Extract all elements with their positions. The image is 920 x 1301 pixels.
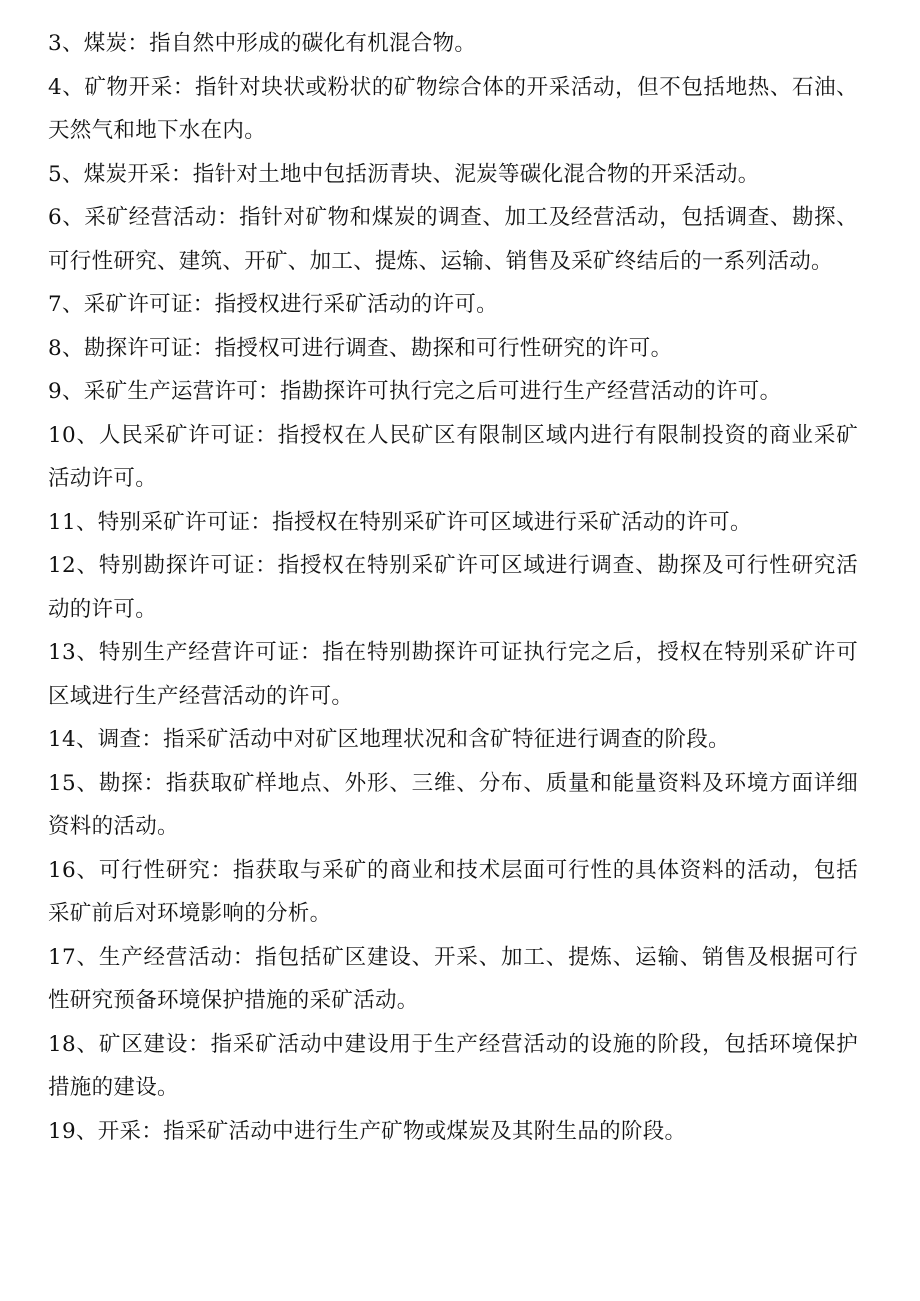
definition-item-3: 3、煤炭：指自然中形成的碳化有机混合物。 <box>48 31 477 56</box>
definition-item-8: 8、勘探许可证：指授权可进行调查、勘探和可行性研究的许可。 <box>48 335 673 361</box>
definition-item-16: 16、可行性研究：指获取与采矿的商业和技术层面可行性的具体资料的活动，包括采矿前后对环境影响的分析。 <box>48 857 858 926</box>
document-body <box>48 22 858 1153</box>
definition-item-18: 18、矿区建设：指采矿活动中建设用于生产经营活动的设施的阶段，包括环境保护措施的建设。 <box>48 1031 858 1100</box>
definition-item-19: 19、开采：指采矿活动中进行生产矿物或煤炭及其附生品的阶段。 <box>48 1118 687 1144</box>
definition-item-11: 11、特别采矿许可证：指授权在特别采矿许可区域进行采矿活动的许可。 <box>48 509 752 535</box>
definition-item-17: 17、生产经营活动：指包括矿区建设、开采、加工、提炼、运输、销售及根据可行性研究预备环境保护措施的采矿活动。 <box>48 944 858 1013</box>
definition-item-15: 15、勘探：指获取矿样地点、外形、三维、分布、质量和能量资料及环境方面详细资料的活动。 <box>48 770 858 839</box>
definition-item-9: 9、采矿生产运营许可：指勘探许可执行完之后可进行生产经营活动的许可。 <box>48 379 782 404</box>
definition-item-14: 14、调查：指采矿活动中对矿区地理状况和含矿特征进行调查的阶段。 <box>48 727 730 752</box>
definition-item-5: 5、煤炭开采：指针对土地中包括沥青块、泥炭等碳化混合物的开采活动。 <box>48 161 760 187</box>
definition-item-4: 4、矿物开采：指针对块状或粉状的矿物综合体的开采活动，但不包括地热、石油、天然气和地下水在内。 <box>48 74 858 143</box>
definition-item-6: 6、采矿经营活动：指针对矿物和煤炭的调查、加工及经营活动，包括调查、勘探、可行性研究、建筑、开矿、加工、提炼、运输、销售及采矿终结后的一系列活动。 <box>48 205 858 274</box>
definition-item-10: 10、人民采矿许可证：指授权在人民矿区有限制区域内进行有限制投资的商业采矿活动许可。 <box>48 422 858 491</box>
definition-item-13: 13、特别生产经营许可证：指在特别勘探许可证执行完之后，授权在特别采矿许可区域进行生产经营活动的许可。 <box>48 640 858 709</box>
definition-item-12: 12、特别勘探许可证：指授权在特别采矿许可区域进行调查、勘探及可行性研究活动的许可。 <box>48 553 858 622</box>
definition-item-7: 7、采矿许可证：指授权进行采矿活动的许可。 <box>48 292 498 317</box>
